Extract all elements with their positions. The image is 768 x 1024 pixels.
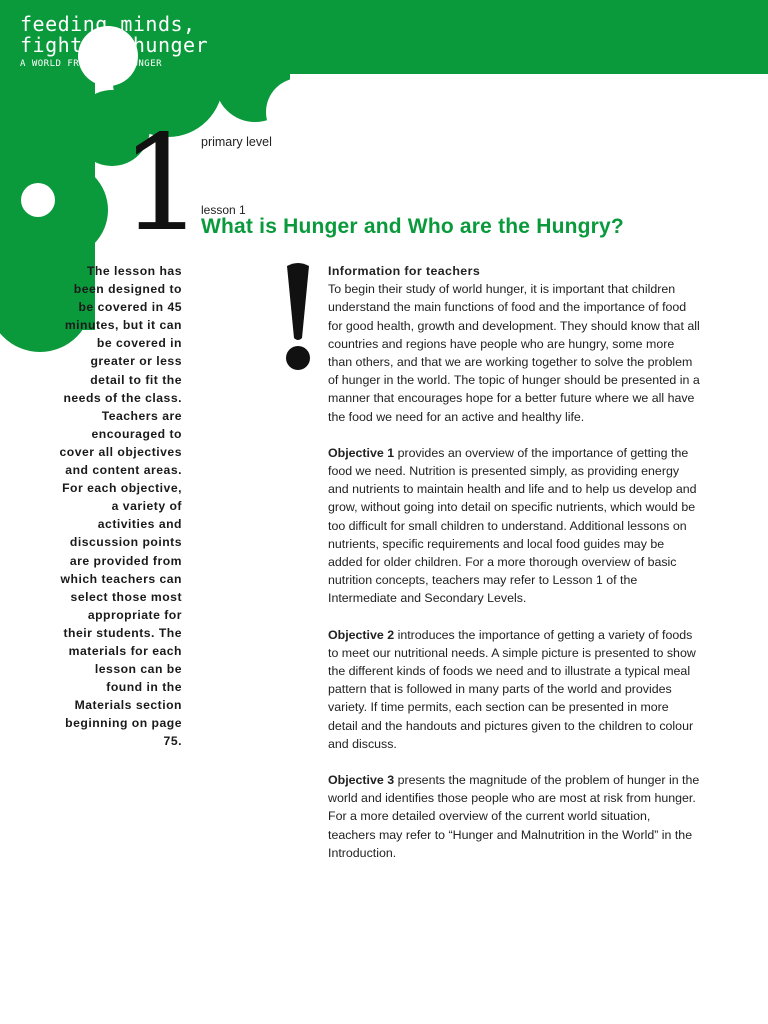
objective-1-text: provides an overview of the importance of getting the food we need. Nutrition is presented simply, as providing energy and nutrients to maintain health and life and to help us develop and grow, without going into detail on specific nutrients, which would be too difficult for small children to understand. Additional lessons on nutrients, specific requirements and local food guides may be added for older children. For a more thorough overview of basic nutrition concepts, teachers may refer to Lesson 1 of the Intermediate and Secondary Levels. <box>328 445 697 606</box>
logo-line-1: feeding minds, <box>20 12 196 36</box>
lesson-number: 1 <box>120 107 204 261</box>
logo-tagline: A WORLD FREE FROM HUNGER <box>20 59 163 69</box>
info-text: To begin their study of world hunger, it is important that children understand the main functions of food and the importance of food for good health, growth and development. They should know that all countries and regions have people who are hungry, some more than others, and that we are working together to solve the problem of hunger in the world. The topic of hunger should be presented in a manner that encourages hope for a better future where we all have the food we need for an active and healthy life. <box>328 282 700 424</box>
level-label: primary level <box>201 135 272 149</box>
side-note: The lesson has been designed to be covered in 45 minutes, but it can be covered in greater or less detail to fit the needs of the class. Teachers are encouraged to cover all objectives and content areas. For each objective, a variety of activities and discussion points are provided from which teachers can select those most appropriate for their students. The materials for each lesson can be found in the Materials section beginning on page 75. <box>59 264 182 749</box>
exclamation-icon <box>283 262 313 374</box>
lesson-label: lesson 1 <box>201 203 246 217</box>
objective-1 <box>328 444 700 608</box>
objective-3-text: presents the magnitude of the problem of hunger in the world and identifies those people who are most at risk from hunger. For a more detailed overview of the current world situation, teachers may refer to “Hunger and Malnutrition in the World” in the Introduction. <box>328 773 700 860</box>
info-heading: Information for teachers <box>328 264 481 278</box>
objective-3-label: Objective 3 <box>328 773 395 788</box>
main-content <box>328 262 700 880</box>
objective-2-text: introduces the importance of getting a variety of foods to meet our nutritional needs. A simple picture is presented to show the different kinds of foods we need and to illustrate a typical meal pattern that is followed in many parts of the world and provides variety. If time permits, each section can be presented in more detail and the handouts and pictures given to the children to colour and discuss. <box>328 627 696 751</box>
page-title: What is Hunger and Who are the Hungry? <box>201 215 624 238</box>
objective-2 <box>328 626 700 753</box>
objective-3 <box>328 771 700 862</box>
info-section <box>328 262 700 426</box>
logo <box>20 14 208 70</box>
objective-1-label: Objective 1 <box>328 445 395 460</box>
logo-line-2: fighting hunger <box>20 33 209 57</box>
objective-2-label: Objective 2 <box>328 627 395 642</box>
